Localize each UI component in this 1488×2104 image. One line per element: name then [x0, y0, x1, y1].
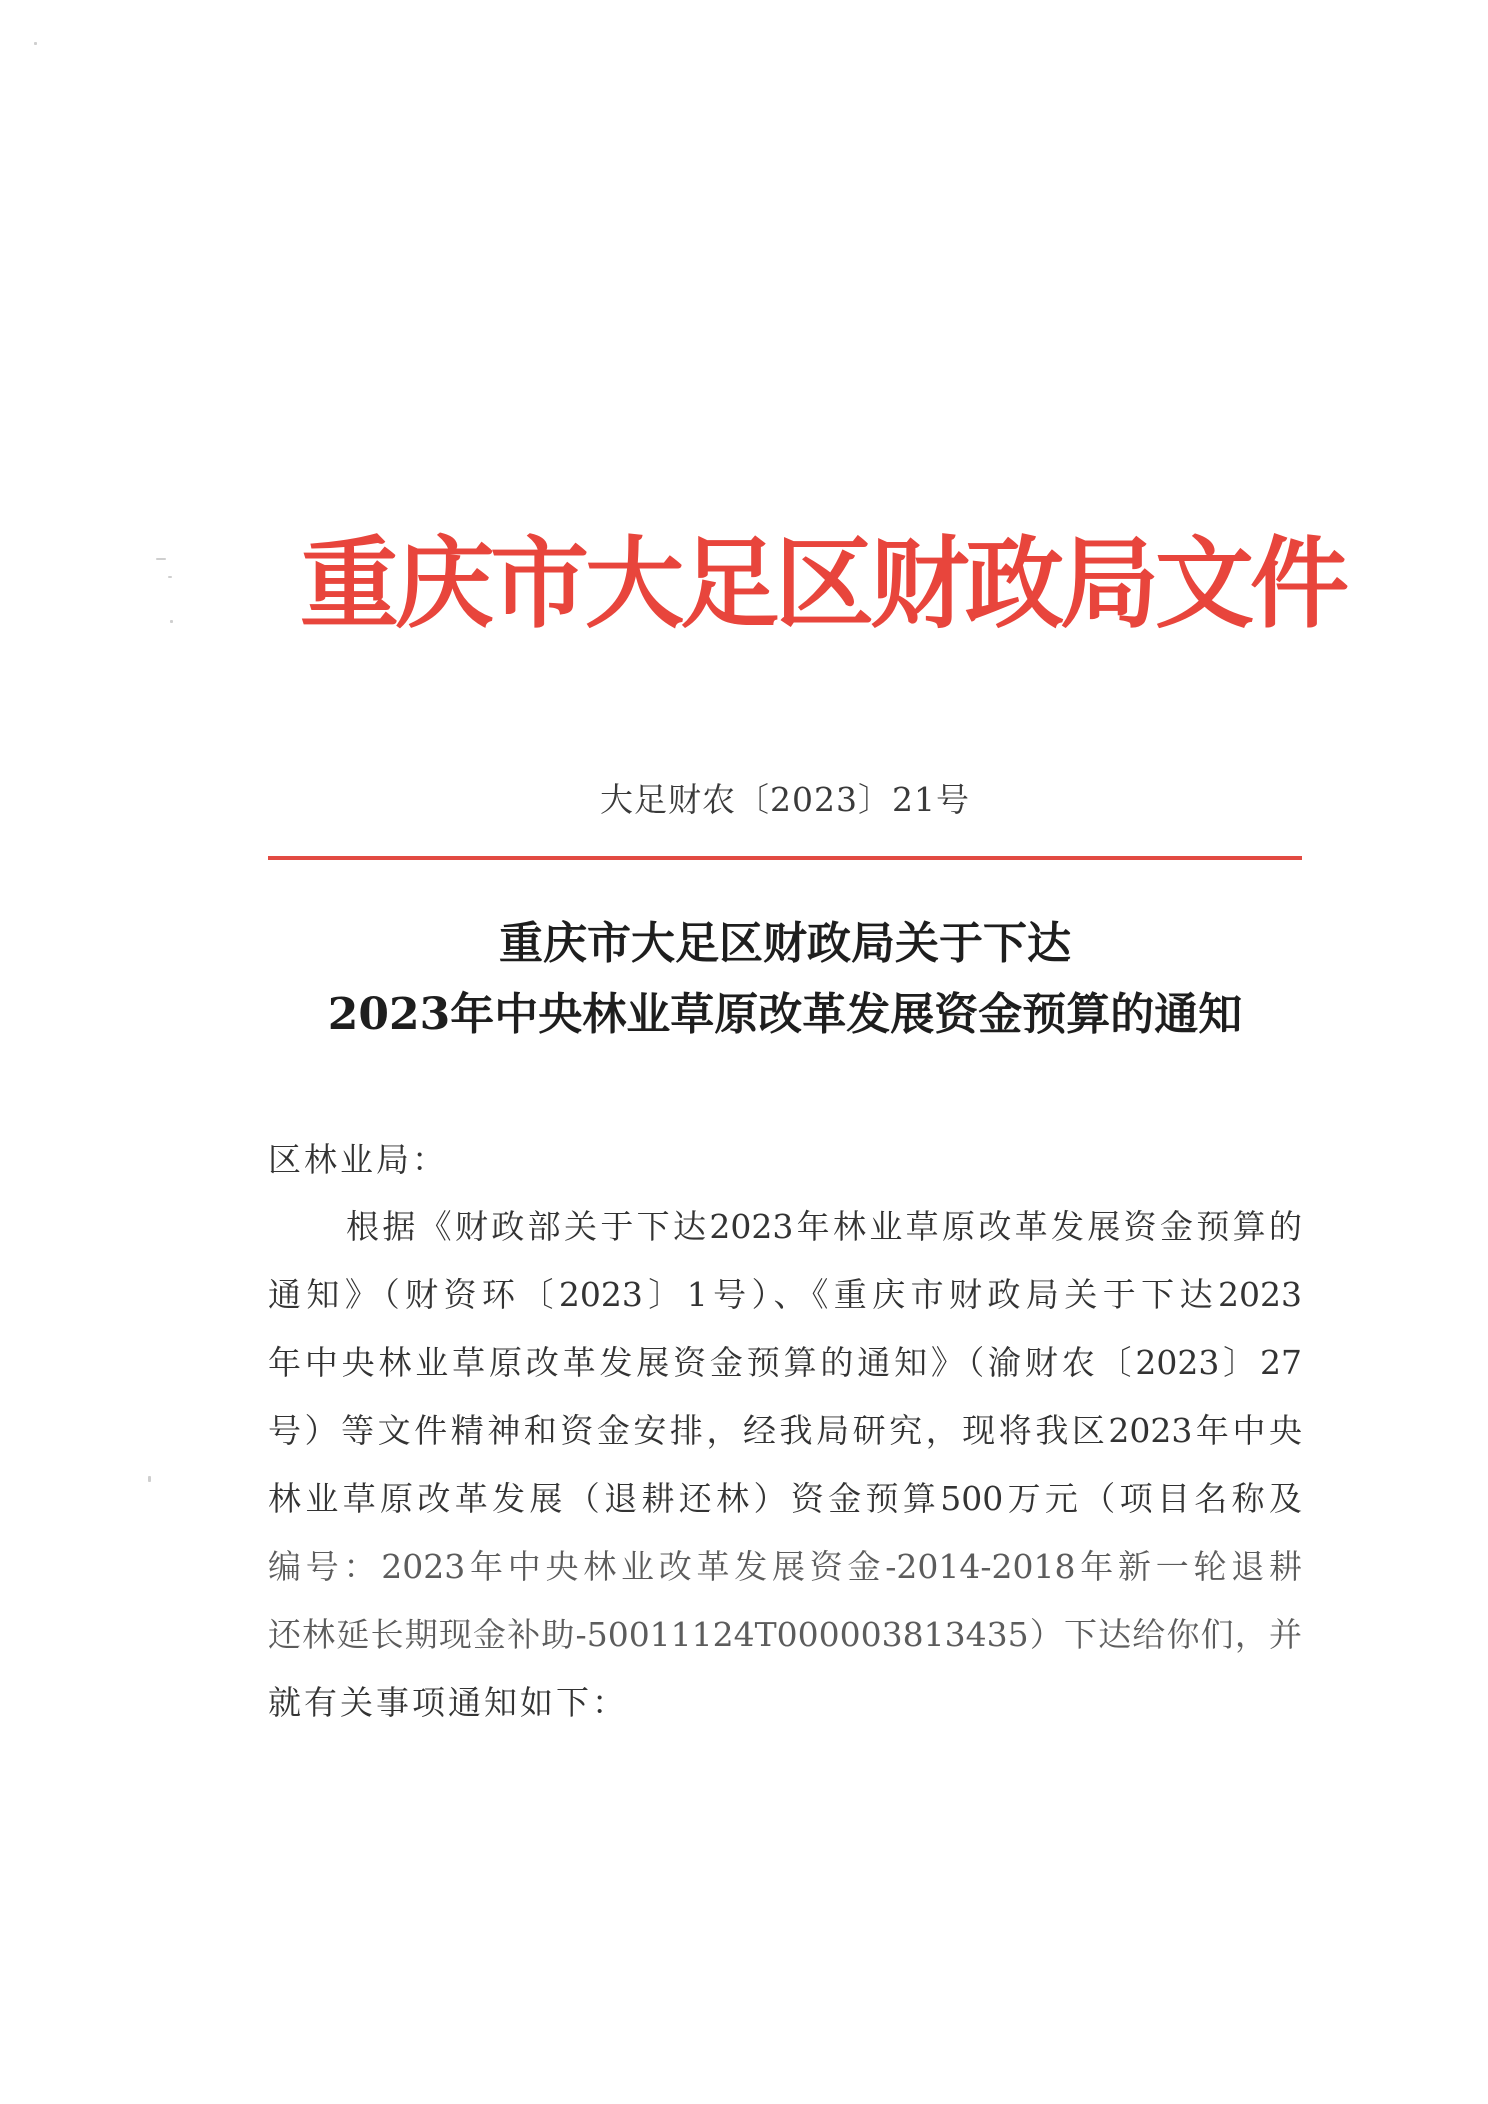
body-line: 还林延长期现金补助-50011124T000003813435）下达给你们，并 [268, 1615, 1302, 1654]
scan-speck [148, 1476, 151, 1482]
issuer-red-header: 重庆市大足区财政局文件 [300, 527, 1345, 642]
body-line: 根据《财政部关于下达2023年林业草原改革发展资金预算的 [346, 1207, 1302, 1246]
body-line: 编号：2023年中央林业改革发展资金-2014-2018年新一轮退耕 [268, 1547, 1302, 1586]
scan-speck [34, 42, 37, 45]
body-line: 林业草原改革发展（退耕还林）资金预算500万元（项目名称及 [268, 1479, 1302, 1518]
body-line: 通知》（财资环〔2023〕1号）、《重庆市财政局关于下达2023 [268, 1275, 1302, 1314]
notice-title-line-2: 2023年中央林业草原改革发展资金预算的通知 [327, 989, 1243, 1040]
red-separator-line [268, 856, 1302, 860]
body-line: 就有关事项通知如下： [268, 1683, 628, 1722]
scan-speck [168, 576, 172, 578]
body-line: 号）等文件精神和资金安排，经我局研究，现将我区2023年中央 [268, 1411, 1302, 1450]
body-paragraph [268, 1193, 1302, 1737]
notice-title-line-1: 重庆市大足区财政局关于下达 [499, 918, 1071, 969]
body-line: 年中央林业草原改革发展资金预算的通知》（渝财农〔2023〕27 [268, 1343, 1302, 1382]
scan-speck [156, 558, 166, 560]
document-number: 大足财农〔2023〕21号 [600, 780, 970, 819]
scan-speck [170, 620, 173, 623]
salutation: 区林业局： [268, 1140, 448, 1179]
